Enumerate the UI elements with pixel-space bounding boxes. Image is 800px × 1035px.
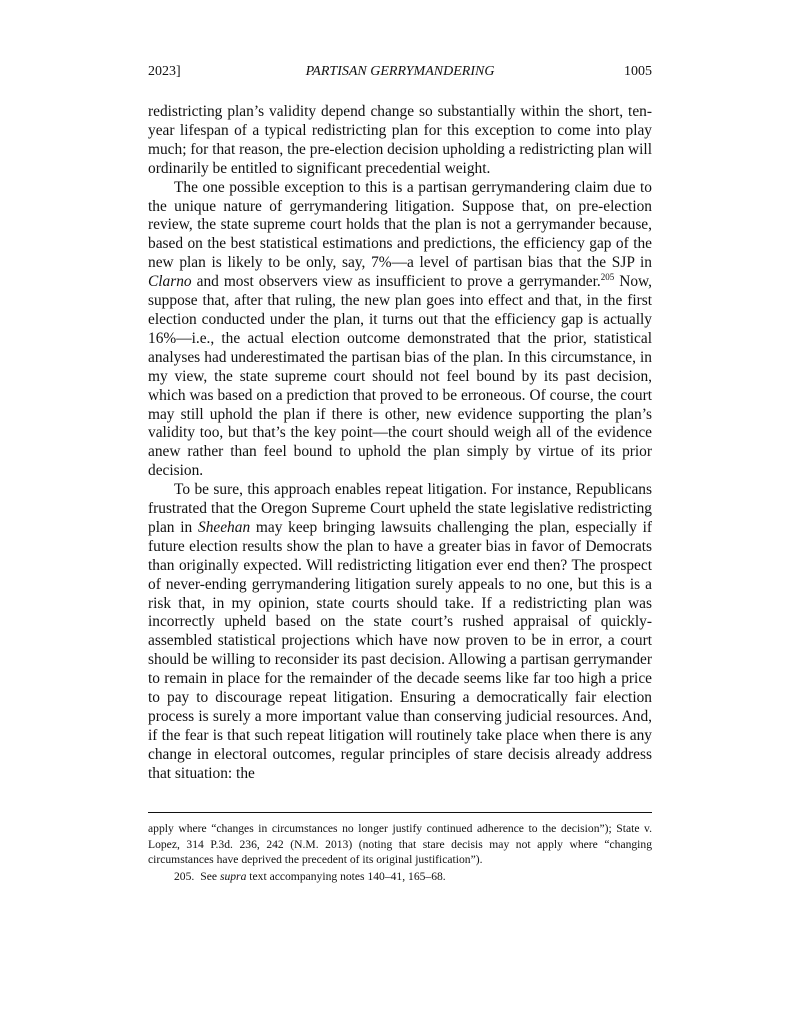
header-year: 2023] — [148, 64, 181, 79]
footnote-205 — [148, 869, 652, 885]
paragraph-text: Now, suppose that, after that ruling, the new plan goes into effect and that, in the first election conducted under the plan, it turns out that the efficiency gap is actually 16%—i.e., the actual election outcome demonstrated that the prior, statistical analyses had underestimated the partisan bias of the plan. In this circumstance, in my view, the state supreme court should not feel bound by its past decision, which was based on a prediction that proved to be erroneous. Of course, the court may still uphold the plan if there is other, new evidence supporting the plan’s validity too, but that’s the key point—the court should weigh all of the evidence anew rather than feel bound to uphold the plan simply by virtue of its prior decision. — [148, 273, 653, 480]
case-name-clarno: Clarno — [148, 273, 192, 291]
footnote-ref-205[interactable]: 205 — [600, 272, 615, 283]
footnote-continued: apply where “changes in circumstances no longer justify continued adherence to the decision”); State v. Lopez, 314 P.3d. 236, 242 (N.M. 2013) (noting that stare decisis may not apply where “changing circumstances have deprived the precedent of its original justification”). — [148, 822, 652, 867]
footnote-text: text accompanying notes 140–41, 165–68. — [249, 869, 446, 883]
footnotes — [148, 821, 652, 884]
running-header — [148, 63, 652, 81]
header-title: PARTISAN GERRYMANDERING — [305, 64, 495, 79]
paragraph-repeat-litigation — [148, 481, 652, 784]
case-name-sheehan: Sheehan — [198, 518, 251, 536]
footnote-supra: supra — [219, 869, 247, 883]
paragraph-text: The one possible exception to this is a partisan gerrymandering claim due to the unique nature of gerrymandering litigation. Suppose that, on pre-election review, the state supreme court holds that the plan is not a gerrymander because, based on the best statistical estimations and predictions, the efficiency gap of the new plan is likely to be only, say, 7%—a level of partisan bias that the SJP in — [148, 178, 652, 272]
paragraph-continued: redistricting plan’s validity depend change so substantially within the short, ten-year lifespan of a typical redistricting plan for this exception to come into play much; for that reason, the pre-election decision upholding a redistricting plan will ordinarily be entitled to significant precedential weight. — [148, 103, 652, 177]
paragraph-exception — [148, 179, 652, 482]
footnote-signal: See — [200, 869, 218, 883]
page-number: 1005 — [624, 64, 652, 79]
paragraph-text: and most observers view as insufficient to prove a gerrymander. — [191, 273, 601, 291]
paragraph-text: To be sure, this approach enables repeat litigation. For instance, Republicans frustrated that the Oregon Supreme Court upheld the state legislative redistricting plan in — [148, 481, 652, 536]
paragraph-text: may keep bringing lawsuits challenging the plan, especially if future election results show the plan to have a greater bias in favor of Democrats than originally expected. Will redistricting litigation ever end then? The prospect of never-ending gerrymandering litigation surely appeals to no one, but this is a risk that, in my opinion, state courts should take. If a redistricting plan was incorrectly upheld based on the state court’s rushed appraisal of quickly-assembled statistical projections which have now proven to be in error, a court should be willing to reconsider its past decision. Allowing a partisan gerrymander to remain in place for the remainder of the decade seems like far too high a price to pay to discourage repeat litigation. Ensuring a democratically fair election process is surely a more important value than conserving judicial resources. And, if the fear is that such repeat litigation will routinely take place when there is any change in electoral outcomes, regular principles of stare decisis already address that situation: the — [148, 518, 652, 782]
footnote-number: 205. — [174, 869, 195, 883]
main-text — [148, 103, 652, 784]
footnote-divider — [148, 812, 652, 813]
